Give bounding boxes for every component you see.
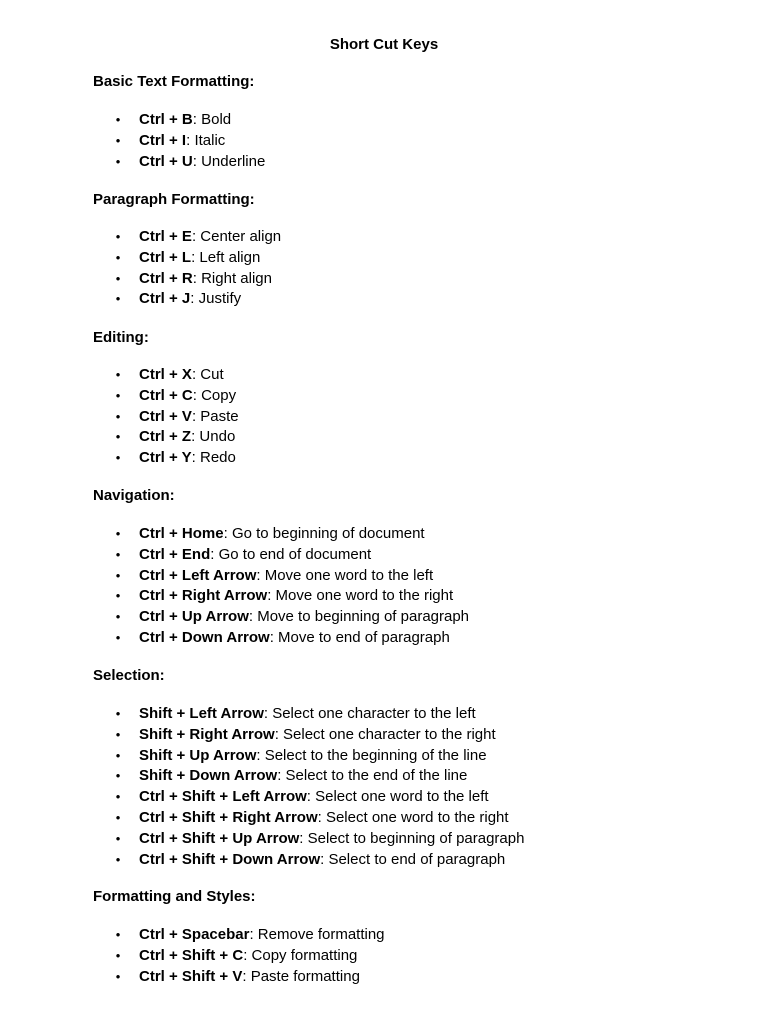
bullet-icon: •: [115, 609, 121, 625]
section-heading: Editing:: [93, 329, 149, 346]
shortcut-list: [0, 524, 469, 649]
shortcut-description: : Select one word to the left: [306, 788, 489, 806]
bullet-icon: •: [115, 408, 121, 424]
list-item: [0, 227, 281, 248]
shortcut-description: : Redo: [191, 449, 236, 467]
list-item: [0, 524, 469, 545]
list-item: [0, 365, 239, 386]
list-item: [0, 386, 239, 407]
shortcut-keys: Ctrl + Z: [139, 428, 192, 446]
bullet-icon: •: [115, 132, 121, 148]
bullet-icon: •: [115, 112, 121, 127]
shortcut-keys: Ctrl + Shift + Up Arrow: [139, 829, 300, 847]
list-item: [0, 628, 469, 649]
list-item: [0, 131, 265, 152]
list-item: [0, 850, 524, 871]
shortcut-keys: Ctrl + Shift + Left Arrow: [139, 788, 307, 806]
shortcut-keys: Ctrl + Shift + Right Arrow: [139, 808, 318, 826]
shortcut-keys: Ctrl + B: [139, 111, 193, 128]
shortcut-description: : Select to the beginning of the line: [256, 746, 487, 764]
shortcut-description: : Go to end of document: [210, 545, 372, 563]
shortcut-description: : Cut: [191, 366, 224, 383]
shortcut-description: : Justify: [190, 290, 242, 308]
bullet-icon: •: [115, 567, 121, 583]
bullet-icon: •: [115, 588, 121, 604]
list-item: [0, 607, 469, 628]
shortcut-keys: Ctrl + V: [139, 407, 192, 425]
list-item: [0, 427, 239, 448]
shortcut-description: : Move to beginning of paragraph: [248, 608, 470, 626]
bullet-icon: •: [115, 968, 121, 984]
shortcut-description: : Copy: [192, 386, 237, 404]
shortcut-keys: Ctrl + E: [139, 228, 192, 245]
shortcut-description: : Select to beginning of paragraph: [299, 829, 525, 847]
bullet-icon: •: [115, 851, 121, 867]
shortcut-keys: Ctrl + Y: [139, 449, 192, 467]
list-item: [0, 407, 239, 428]
bullet-icon: •: [115, 387, 121, 403]
bullet-icon: •: [115, 726, 121, 742]
list-item: [0, 725, 524, 746]
list-item: [0, 925, 385, 946]
bullet-icon: •: [115, 927, 121, 942]
bullet-icon: •: [115, 629, 121, 645]
bullet-icon: •: [115, 270, 121, 286]
bullet-icon: •: [115, 706, 121, 721]
bullet-icon: •: [115, 747, 121, 763]
shortcut-keys: Ctrl + Spacebar: [139, 926, 250, 943]
list-item: [0, 946, 385, 967]
shortcut-description: : Remove formatting: [249, 926, 385, 943]
shortcut-description: : Move to end of paragraph: [269, 628, 450, 646]
list-item: [0, 967, 385, 988]
shortcut-description: : Select one character to the left: [263, 705, 476, 722]
list-item: [0, 787, 524, 808]
shortcut-description: : Select one character to the right: [274, 725, 496, 743]
shortcut-list: [0, 365, 239, 469]
bullet-icon: •: [115, 291, 121, 307]
shortcut-keys: Ctrl + Left Arrow: [139, 566, 257, 584]
shortcut-description: : Select to end of paragraph: [320, 850, 506, 868]
shortcut-description: : Left align: [191, 248, 261, 266]
shortcut-keys: Ctrl + Home: [139, 525, 224, 542]
bullet-icon: •: [115, 229, 121, 244]
shortcut-keys: Shift + Up Arrow: [139, 746, 257, 764]
shortcut-keys: Shift + Left Arrow: [139, 705, 264, 722]
shortcut-description: : Right align: [192, 269, 272, 287]
list-item: [0, 746, 524, 767]
shortcut-description: : Underline: [192, 152, 266, 170]
section-heading: Formatting and Styles:: [93, 888, 256, 905]
shortcut-keys: Ctrl + U: [139, 152, 193, 170]
shortcut-keys: Ctrl + Shift + V: [139, 967, 243, 985]
shortcut-keys: Ctrl + R: [139, 269, 193, 287]
shortcut-keys: Ctrl + Shift + Down Arrow: [139, 850, 321, 868]
list-item: [0, 269, 281, 290]
list-item: [0, 808, 524, 829]
shortcut-keys: Ctrl + I: [139, 131, 187, 149]
shortcut-description: : Undo: [191, 428, 236, 446]
shortcut-keys: Shift + Right Arrow: [139, 725, 275, 743]
shortcut-keys: Ctrl + J: [139, 290, 191, 308]
shortcut-list: [0, 110, 265, 172]
list-item: [0, 545, 469, 566]
shortcut-description: : Center align: [191, 228, 282, 245]
shortcut-description: : Copy formatting: [243, 946, 358, 964]
shortcut-description: : Go to beginning of document: [223, 525, 425, 542]
bullet-icon: •: [115, 789, 121, 805]
shortcut-description: : Italic: [186, 131, 226, 149]
shortcut-keys: Ctrl + End: [139, 545, 211, 563]
list-item: [0, 152, 265, 173]
bullet-icon: •: [115, 249, 121, 265]
shortcut-description: : Select one word to the right: [317, 808, 509, 826]
shortcut-keys: Shift + Down Arrow: [139, 767, 278, 785]
shortcut-list: [0, 925, 385, 987]
shortcut-description: : Move one word to the right: [267, 587, 454, 605]
section-heading: Basic Text Formatting:: [93, 73, 255, 90]
shortcut-keys: Ctrl + Shift + C: [139, 946, 244, 964]
bullet-icon: •: [115, 947, 121, 963]
shortcut-description: : Bold: [192, 111, 232, 128]
shortcut-keys: Ctrl + C: [139, 386, 193, 404]
list-item: [0, 289, 281, 310]
list-item: [0, 766, 524, 787]
bullet-icon: •: [115, 546, 121, 562]
shortcut-description: : Paste: [191, 407, 239, 425]
bullet-icon: •: [115, 450, 121, 466]
shortcut-keys: Ctrl + Up Arrow: [139, 608, 249, 626]
section-heading: Selection:: [93, 667, 165, 684]
bullet-icon: •: [115, 830, 121, 846]
page-title: Short Cut Keys: [329, 36, 439, 53]
shortcut-list: [0, 704, 524, 870]
shortcut-list: [0, 227, 281, 310]
list-item: [0, 248, 281, 269]
shortcut-description: : Paste formatting: [242, 967, 360, 985]
list-item: [0, 110, 265, 131]
shortcut-keys: Ctrl + Down Arrow: [139, 628, 270, 646]
list-item: [0, 448, 239, 469]
shortcut-description: : Move one word to the left: [256, 566, 434, 584]
bullet-icon: •: [115, 429, 121, 445]
shortcut-keys: Ctrl + Right Arrow: [139, 587, 268, 605]
shortcut-keys: Ctrl + X: [139, 366, 192, 383]
list-item: [0, 704, 524, 725]
section-heading: Navigation:: [93, 487, 175, 504]
bullet-icon: •: [115, 526, 121, 541]
shortcut-keys: Ctrl + L: [139, 248, 192, 266]
bullet-icon: •: [115, 153, 121, 169]
list-item: [0, 586, 469, 607]
bullet-icon: •: [115, 809, 121, 825]
shortcut-description: : Select to the end of the line: [277, 767, 468, 785]
section-heading: Paragraph Formatting:: [93, 191, 255, 208]
list-item: [0, 829, 524, 850]
bullet-icon: •: [115, 367, 121, 382]
bullet-icon: •: [115, 768, 121, 784]
list-item: [0, 566, 469, 587]
